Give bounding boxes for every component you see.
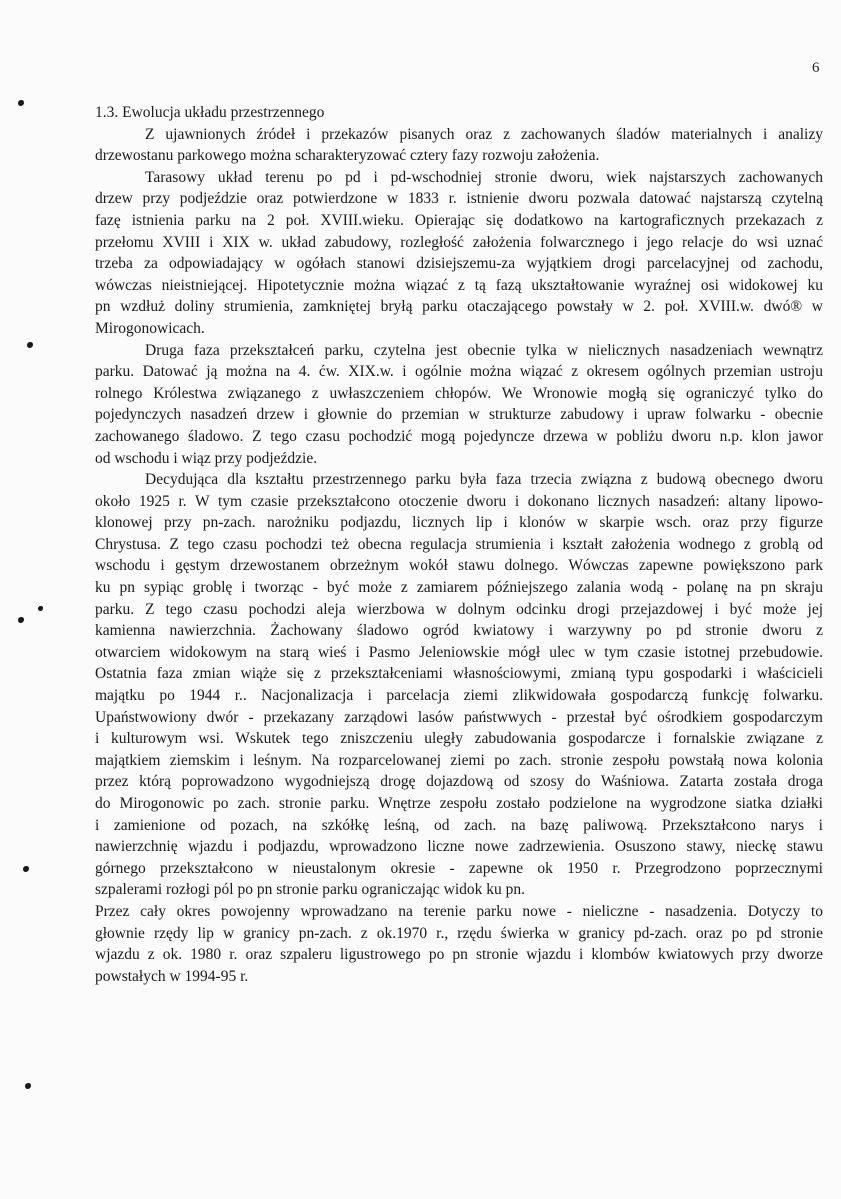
text-line: około 1925 r. W tym czasie przekształcono otoczenie dworu i dokonano licznych nasadzeń: altany lipowo- xyxy=(95,492,823,510)
text-line: Mirogonowicach. xyxy=(95,319,205,337)
text-line: Tarasowy układ terenu po pd i pd-wschodniej stronie dworu, wiek najstarszych zachowanych xyxy=(145,168,823,186)
text-line: Upaństwowiony dwór - przekazany zarządowi lasów państwwych - przestał być ośrodkiem gospodarczym xyxy=(95,708,823,726)
text-line: pn wzdłuż doliny strumienia, zamkniętej bryłą parku otaczającego powstały w 2. poł. XVIII.w. dwó® w xyxy=(95,298,823,316)
text-line: pojedynczych nasadzeń drzew i głownie do przemian w strukturze zabudowy i upraw folwarku - obecnie xyxy=(95,406,823,424)
text-line: do Mirogonowic po zach. stronie parku. Wnętrze zespołu zostało podzielone na wygrodzone siatka działki xyxy=(95,795,823,812)
scan-mark-4 xyxy=(18,617,24,623)
scan-mark-5 xyxy=(23,866,29,872)
text-line: parku. Datować ją można na 4. ćw. XIX.w. i ogólnie można wiązać z okresem ogólnych przemian ustroju xyxy=(95,363,823,381)
text-line: ku pn sypiąc groblę i tworząc - być może z zamiarem późniejszego zalania wodą - polanę na pn skraju xyxy=(95,579,823,597)
text-line: głownie rzędy lip w granicy pn-zach. z ok.1970 r., rzędu świerka w granicy pd-zach. oraz po pd stronie xyxy=(95,924,823,942)
text-line: i kulturowym wsi. Wskutek tego zniszczeniu uległy zabudowania gospodarcze i fornalskie związane z xyxy=(95,730,823,748)
text-line: drzewostanu parkowego można scharakteryzować cztery fazy rozwoju założenia. xyxy=(95,147,600,165)
text-line: klonowej przy pn-zach. narożniku podjazdu, licznych lip i klonów w skarpie wsch. oraz przy figurze xyxy=(95,514,823,532)
text-line: wówczas nieistniejącej. Hipotetycznie można wiązać z tą fazą ukształtowanie wyraźnej osi widokowej ku xyxy=(95,276,823,294)
text-line: zachowanego śladowo. Z tego czasu pochodzić mogą pojedyncze drzewa w pobliżu dworu n.p. klon jawor xyxy=(95,427,823,445)
text-line: i zamienione od pozach, na szkółkę leśną, od zach. na bazę paliwową. Przekształcono narys i xyxy=(95,816,823,834)
text-line: wschodu i gęstym drzewostanem obrzeżnym wokół stawu dolnego. Wówczas zapewne powiększono park xyxy=(95,557,823,575)
text-line: wjazdu z ok. 1980 r. oraz szpaleru ligustrowego po pn stronie wjazdu i klombów kwiatowych przy dworze xyxy=(95,946,823,964)
text-line: przez którą poprowadzono wygodniejszą drogę dojazdową od szosy do Waśniowa. Zatarta została droga xyxy=(95,773,823,791)
text-line: szpalerami rozłogi pól po pn stronie parku ograniczając widok ku pn. xyxy=(95,881,525,899)
text-line: majątku po 1944 r.. Nacjonalizacja i parcelacja ziemi zlikwidowała gospodarczą funkcję folwarku. xyxy=(95,687,823,705)
text-line: kamienna nawierzchnia. Żachowany śladowo ogród kwiatowy i warzywny po pd stronie dworu z xyxy=(95,622,823,640)
body-text xyxy=(95,102,823,987)
text-line: drzew przy podjeździe oraz potwierdzone w 1833 r. istnienie dworu pozwala datować najstarszą czytelną xyxy=(95,190,823,208)
text-line: górnego przekształcono w nieustalonym okresie - zapewne ok 1950 r. Przegrodzono poprzecznymi xyxy=(95,859,823,877)
text-line: Druga faza przekształceń parku, czytelna jest obecnie tylka w nielicznych nasadzeniach wewnątrz xyxy=(145,341,823,359)
scan-mark-6 xyxy=(25,1083,31,1089)
text-line: parku. Z tego czasu pochodzi aleja wierzbowa w dolnym odcinku drogi przejazdowej i być może jej xyxy=(95,600,823,618)
text-line: Z ujawnionych źródeł i przekazów pisanych oraz z zachowanych śladów materialnych i analizy xyxy=(145,125,823,143)
text-line: Decydująca dla kształtu przestrzennego parku była faza trzecia związna z budową obecnego dworu xyxy=(145,471,823,489)
text-line: 1.3. Ewolucja układu przestrzennego xyxy=(95,104,325,121)
text-line: od wschodu i wiąz przy podjeździe. xyxy=(95,449,318,467)
scan-mark-3 xyxy=(38,606,43,611)
page-number: 6 xyxy=(812,60,820,76)
text-line: powstałych w 1994-95 r. xyxy=(95,967,249,985)
text-line: Ostatnia faza zmian wiąże się z przekształceniami własnościowymi, zmianą typu gospodarki i właścicieli xyxy=(95,665,823,683)
text-line: nawierzchnię wjazdu i podjazdu, wprowadzono liczne nowe zadrzewienia. Osuszono stawy, nieckę stawu xyxy=(95,838,823,856)
text-line: rolnego Królestwa związanego z uwłaszczeniem chłopów. We Wronowie mogłą się ograniczyć tylko do xyxy=(95,384,823,402)
text-line: majątkiem ziemskim i leśnym. Na rozparcelowanej ziemi po zach. stronie zespołu powstałą nowa kolonia xyxy=(95,751,823,769)
text-line: przełomu XVIII i XIX w. układ zabudowy, rozległość założenia folwarcznego i jego relacje do wsi uznać xyxy=(95,233,823,251)
text-line: trzeba za odpowiadający w ogółach stanowi dzisiejszemu-za wyjątkiem drogi parcelacyjnej od zachodu, xyxy=(95,255,823,273)
text-line: otwarciem widokowym na starą wieś i Pasmo Jeleniowskie mógł ulec w tym czasie istotnej przebudowie. xyxy=(95,643,823,661)
text-line: Chrystusa. Z tego czasu pochodzi też obecna regulacja strumienia i kształt założenia wodnego z groblą od xyxy=(95,535,823,553)
scan-mark-1 xyxy=(18,100,24,106)
text-line: Przez cały okres powojenny wprowadzano na terenie parku nowe - nieliczne - nasadzenia. Dotyczy to xyxy=(95,902,823,920)
scan-mark-2 xyxy=(27,342,33,348)
text-line: fazę istnienia parku na 2 poł. XVIII.wieku. Opierając się dodatkowo na kartograficznych przekazach z xyxy=(95,211,823,229)
